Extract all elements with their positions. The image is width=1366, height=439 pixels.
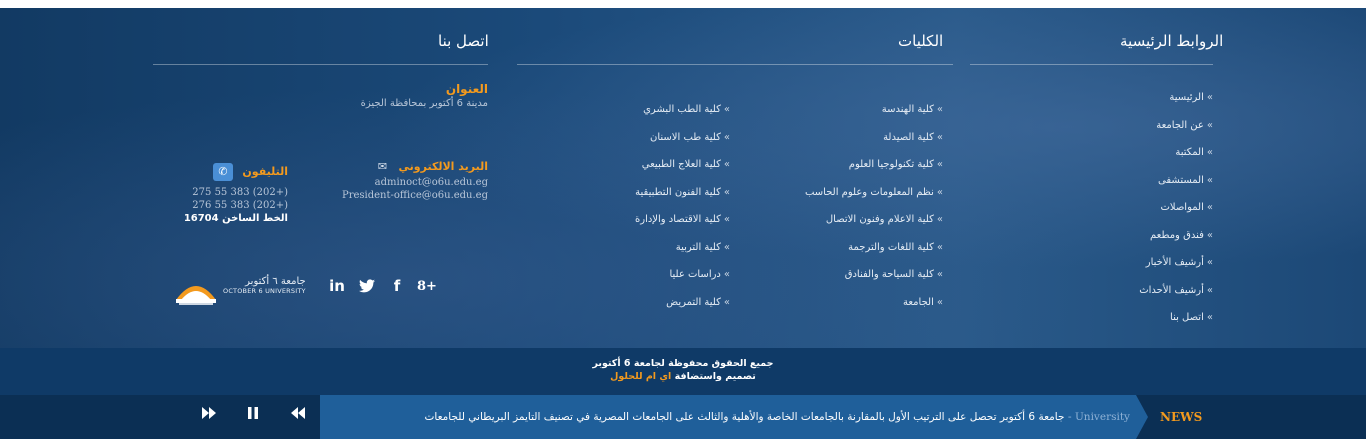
footer-link[interactable]: »المكتبة xyxy=(1175,147,1213,158)
logo-text xyxy=(223,276,306,295)
chevron-icon: » xyxy=(1206,284,1213,296)
main-links-list xyxy=(1060,84,1213,332)
pause-icon[interactable] xyxy=(247,407,259,423)
faculty-link[interactable]: »كلية التمريض xyxy=(666,296,730,308)
phone-2: 276 55 383 (202+) xyxy=(192,200,288,211)
faculty-link[interactable]: »نظم المعلومات وعلوم الحاسب xyxy=(804,186,943,198)
news-label: NEWS xyxy=(1160,410,1203,424)
credits-text: تصميم واستضافة اي ام للحلول xyxy=(610,371,756,382)
copyright-text: جميع الحقوق محفوظة لجامعة 6 أكتوبر xyxy=(592,358,774,369)
email-label: البريد الالكتروني xyxy=(398,160,488,173)
faculty-link[interactable]: »كلية العلاج الطبيعي xyxy=(641,159,730,170)
faculties-title: الكليات xyxy=(898,32,944,50)
faculty-link[interactable]: »كلية طب الاسنان xyxy=(650,131,730,143)
main-links-divider xyxy=(970,64,1213,65)
chevron-icon: » xyxy=(723,159,730,170)
email-block xyxy=(320,160,488,201)
faculty-link[interactable]: »دراسات عليا xyxy=(669,269,730,280)
news-headline[interactable]: جامعة 6 أكتوبر تحصل على الترتيب الأول بالمقارنة بالجامعات الخاصة والأهلية والثالث على الجامعات المصرية في تصنيف التايمز البريطاني للجامعات xyxy=(424,411,1065,423)
news-ticker[interactable]: University - جامعة 6 أكتوبر تحصل على الترتيب الأول بالمقارنة بالجامعات الخاصة والأهلية والثالث على الجامعات المصرية في تصنيف التايمز البريطاني للجامعات xyxy=(320,395,1136,439)
footer-link[interactable]: »عن الجامعة xyxy=(1156,119,1213,131)
envelope-icon: ✉ xyxy=(377,160,388,173)
next-icon[interactable] xyxy=(202,407,216,423)
faculty-link[interactable]: »كلية التربية xyxy=(675,241,730,253)
chevron-icon: » xyxy=(1206,312,1213,323)
footer-link[interactable]: »اتصل بنا xyxy=(1170,312,1213,323)
main-links-title: الروابط الرئيسية xyxy=(1120,32,1224,50)
hotline: الخط الساخن 16704 xyxy=(183,213,288,224)
site-footer xyxy=(0,8,1366,348)
footer-link[interactable]: »المستشفى xyxy=(1158,174,1213,186)
news-source: University xyxy=(1074,411,1130,423)
chevron-icon: » xyxy=(1206,147,1213,158)
chevron-icon: » xyxy=(1206,229,1213,241)
contact-divider xyxy=(153,64,488,65)
copyright-bar xyxy=(0,348,1366,395)
faculty-link[interactable]: »كلية السياحة والفنادق xyxy=(844,269,943,280)
footer-link[interactable]: »أرشيف الأحداث xyxy=(1139,284,1213,296)
faculty-link[interactable]: »كلية الاقتصاد والإدارة xyxy=(635,214,730,225)
faculty-link[interactable]: »كلية الهندسة xyxy=(881,104,943,115)
prev-icon[interactable] xyxy=(291,407,305,423)
social-links xyxy=(323,272,443,300)
chevron-icon: » xyxy=(723,131,730,143)
footer-link[interactable]: »المواصلات xyxy=(1160,202,1213,213)
address-block xyxy=(300,82,488,109)
university-emblem-icon xyxy=(173,270,219,306)
chevron-icon: » xyxy=(936,186,943,198)
faculties-list-b xyxy=(580,96,730,316)
contact-title: اتصل بنا xyxy=(438,32,489,50)
footer-link[interactable]: »فندق ومطعم xyxy=(1150,229,1213,241)
faculty-link[interactable]: »كلية الصيدلة xyxy=(883,131,943,143)
chevron-icon: » xyxy=(936,241,943,253)
faculties-list-a xyxy=(760,96,943,316)
faculty-link[interactable]: »الجامعة xyxy=(903,296,943,308)
university-logo[interactable] xyxy=(173,270,308,306)
chevron-icon: » xyxy=(936,131,943,143)
phone-block xyxy=(160,163,288,224)
chevron-icon: » xyxy=(936,214,943,225)
credits-link[interactable]: اي ام للحلول xyxy=(610,371,672,382)
phone-icon: ✆ xyxy=(213,163,233,181)
address-label: العنوان xyxy=(445,82,488,96)
chevron-icon: » xyxy=(723,214,730,225)
twitter-icon[interactable] xyxy=(353,272,381,300)
footer-link[interactable]: »الرئيسية xyxy=(1169,92,1213,103)
linkedin-icon[interactable]: in xyxy=(329,277,345,295)
chevron-icon: » xyxy=(723,186,730,198)
news-ticker-bar xyxy=(0,395,1366,439)
chevron-icon: » xyxy=(1206,174,1213,186)
phone-1: 275 55 383 (202+) xyxy=(192,187,288,198)
faculty-link[interactable]: »كلية الفنون التطبيقية xyxy=(635,186,730,198)
email-2[interactable]: President-office@o6u.edu.eg xyxy=(341,190,488,201)
address-value: مدينة 6 أكتوبر بمحافظة الجيزة xyxy=(360,98,488,109)
phone-label: التليفون xyxy=(242,165,288,178)
chevron-icon: » xyxy=(936,159,943,170)
chevron-icon: » xyxy=(1206,119,1213,131)
chevron-icon: » xyxy=(1206,257,1213,268)
faculties-divider xyxy=(517,64,953,65)
ticker-controls xyxy=(0,395,320,439)
faculty-link[interactable]: »كلية اللغات والترجمة xyxy=(848,241,943,253)
logo-english: OCTOBER 6 UNIVERSITY xyxy=(223,287,306,295)
chevron-icon: » xyxy=(1206,92,1213,103)
chevron-icon: » xyxy=(1206,202,1213,213)
chevron-icon: » xyxy=(936,269,943,280)
logo-arabic: جامعة ٦ أكتوبر xyxy=(245,276,306,287)
faculty-link[interactable]: »كلية الاعلام وفنون الاتصال xyxy=(825,214,943,225)
chevron-icon: » xyxy=(936,296,943,308)
chevron-icon: » xyxy=(723,296,730,308)
googleplus-icon[interactable]: 8+ xyxy=(417,278,437,294)
chevron-icon: » xyxy=(936,104,943,115)
faculty-link[interactable]: »كلية تكنولوجيا العلوم xyxy=(848,159,943,170)
chevron-icon: » xyxy=(723,241,730,253)
chevron-icon: » xyxy=(723,269,730,280)
facebook-icon[interactable]: f xyxy=(393,277,401,295)
faculty-link[interactable]: »كلية الطب البشري xyxy=(643,104,730,115)
email-1[interactable]: adminoct@o6u.edu.eg xyxy=(374,177,488,188)
ticker-arrow xyxy=(1136,395,1148,439)
chevron-icon: » xyxy=(723,104,730,115)
footer-link[interactable]: »أرشيف الأخبار xyxy=(1145,257,1213,268)
